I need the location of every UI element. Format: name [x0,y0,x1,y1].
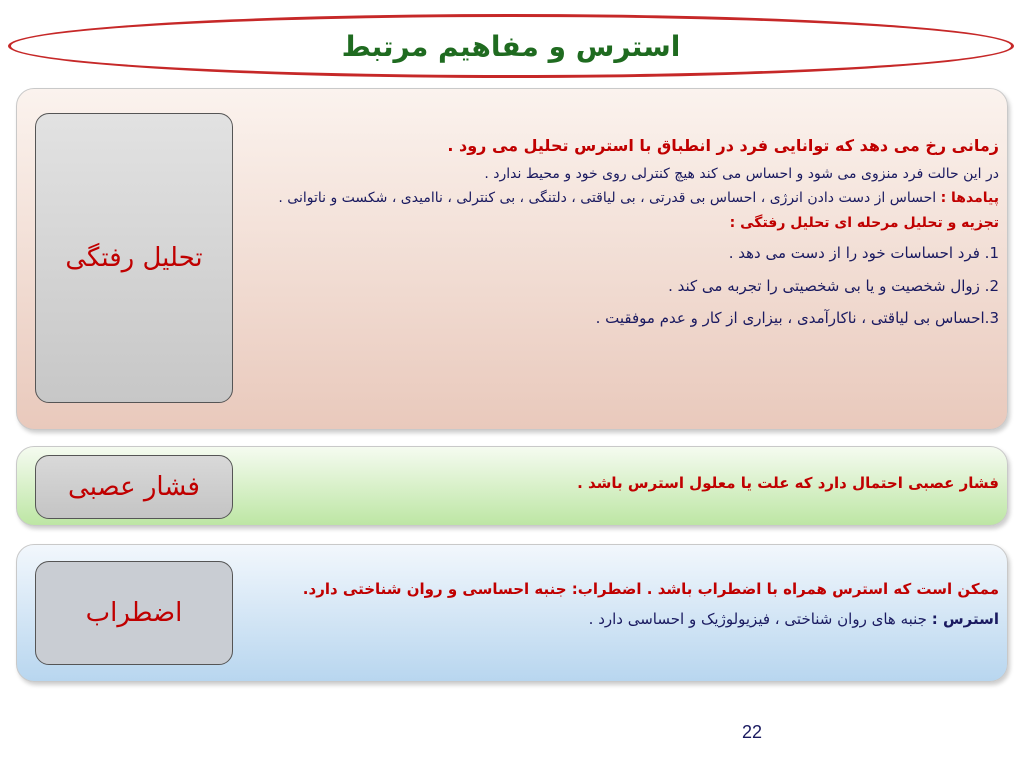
burnout-panel [16,88,1008,430]
consequences-label: پیامدها : [940,190,999,207]
slide-title: استرس و مفاهیم مرتبط [341,29,681,63]
nervous-pressure-label-box [35,455,233,519]
nervous-pressure-content [239,473,999,499]
consequences-text: احساس از دست دادن انرژی ، احساس بی قدرتی ، بی لیاقتی ، دلتنگی ، بی کنترلی ، ناامیدی ، شکست و ناتوانی . [278,190,937,207]
anxiety-panel [16,544,1008,682]
burnout-label-box [35,113,233,403]
stress-text: جنبه های روان شناختی ، فیزیولوژیک و احساسی دارد . [588,610,927,629]
page-number: 22 [742,722,763,742]
burnout-label: تحلیل رفتگی [65,243,203,273]
nervous-pressure-label: فشار عصبی [68,472,200,502]
burnout-content [239,135,999,340]
nervous-pressure-panel [16,446,1008,526]
stage-3: 3.احساس بی لیاقتی ، ناکارآمدی ، بیزاری از کار و عدم موفقیت . [595,308,999,327]
stage-2: 2. زوال شخصیت و یا بی شخصیتی را تجربه می کند . [668,276,999,295]
anxiety-label-box [35,561,233,665]
burnout-consequences [239,189,999,208]
anxiety-line-1: ممکن است که استرس همراه با اضطراب باشد . اضطراب: جنبه احساسی و روان شناختی دارد. [302,580,999,598]
burnout-line-1: در این حالت فرد منزوی می شود و احساس می کند هیچ کنترلی روی خود و محیط ندارد . [484,165,999,182]
burnout-heading: زمانی رخ می دهد که توانایی فرد در انطباق با استرس تحلیل می رود . [447,136,999,155]
stages-heading: تجزیه و تحلیل مرحله ای تحلیل رفتگی : [729,215,999,232]
anxiety-label: اضطراب [85,598,183,628]
anxiety-content [239,579,999,636]
anxiety-stress-line [239,609,999,629]
nervous-pressure-text: فشار عصبی احتمال دارد که علت یا معلول استرس باشد . [577,474,999,492]
stress-label: استرس : [931,610,999,629]
stage-1: 1. فرد احساسات خود را از دست می دهد . [728,244,999,263]
title-banner [8,14,1014,78]
